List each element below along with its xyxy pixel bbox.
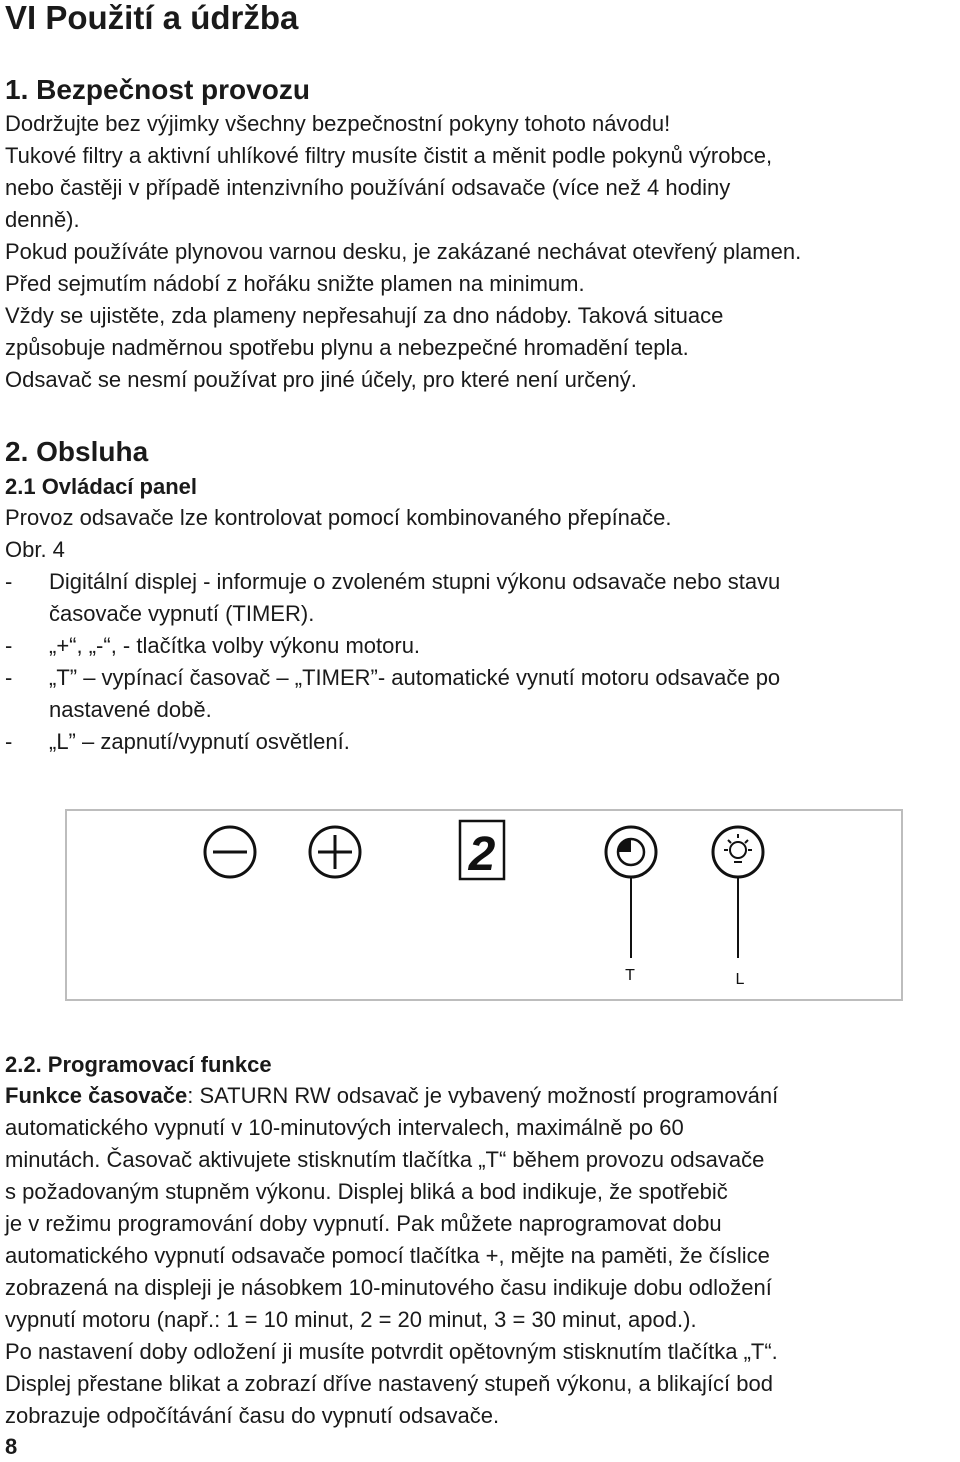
bullet-text: „T” – vypínací časovač – „TIMER”- automatické vynutí motoru odsavače po: [49, 665, 781, 690]
section-1-heading: 1. Bezpečnost provozu: [5, 74, 310, 105]
safety-line: nebo častěji v případě intenzivního používání odsavače (více než 4 hodiny: [5, 175, 731, 200]
programming-line: s požadovaným stupněm výkonu. Displej bliká a bod indikuje, že spotřebič: [5, 1179, 728, 1204]
safety-line: denně).: [5, 207, 80, 232]
safety-line: Před sejmutím nádobí z hořáku snižte plamen na minimum.: [5, 271, 585, 296]
programming-line: automatického vypnutí odsavače pomocí tlačítka +, mějte na paměti, že číslice: [5, 1243, 770, 1268]
programming-line: vypnutí motoru (např.: 1 = 10 minut, 2 = 20 minut, 3 = 30 minut, apod.).: [5, 1307, 697, 1332]
programming-line: automatického vypnutí v 10-minutových intervalech, maximálně po 60: [5, 1115, 684, 1140]
bullet-text: Digitální displej - informuje o zvoleném stupni výkonu odsavače nebo stavu: [49, 569, 781, 594]
safety-line: Pokud používáte plynovou varnou desku, je zakázané nechávat otevřený plamen.: [5, 239, 802, 264]
programming-line: zobrazená na displeji je násobkem 10-minutového času indikuje dobu odložení: [5, 1275, 772, 1300]
panel-intro: Provoz odsavače lze kontrolovat pomocí kombinovaného přepínače.: [5, 505, 672, 530]
bullet-marker: -: [5, 729, 13, 754]
control-panel-figure: [0, 770, 960, 1010]
programming-line: minutách. Časovač aktivujete stisknutím tlačítka „T“ během provozu odsavače: [5, 1147, 765, 1172]
page-number: 8: [5, 1434, 18, 1459]
programming-line: Displej přestane blikat a zobrazí dříve nastavený stupeň výkonu, a blikající bod: [5, 1371, 773, 1396]
figure-reference: Obr. 4: [5, 537, 65, 562]
bullet-text: „L” – zapnutí/vypnutí osvětlení.: [49, 729, 350, 754]
display-digit: 2: [468, 828, 496, 881]
bullet-text: nastavené době.: [49, 697, 212, 722]
safety-line: Tukové filtry a aktivní uhlíkové filtry musíte čistit a měnit podle pokynů výrobce,: [5, 143, 773, 168]
bullet-text: „+“, „-“, - tlačítka volby výkonu motoru.: [49, 633, 421, 658]
safety-line: Odsavač se nesmí používat pro jiné účely, pro které není určený.: [5, 367, 637, 392]
label-t: T: [625, 967, 635, 984]
programming-line: je v režimu programování doby vypnutí. Pak můžete naprogramovat dobu: [5, 1211, 722, 1236]
section-2-1-heading: 2.1 Ovládací panel: [5, 474, 197, 499]
timer-function-line: [5, 1080, 778, 1112]
bullet-marker: -: [5, 633, 13, 658]
safety-line: Dodržujte bez výjimky všechny bezpečnostní pokyny tohoto návodu!: [5, 111, 671, 136]
programming-line: zobrazuje odpočítávání času do vypnutí odsavače.: [5, 1403, 500, 1428]
timer-function-lead: Funkce časovače: [5, 1083, 188, 1108]
label-l: L: [735, 971, 745, 988]
section-2-2-heading: 2.2. Programovací funkce: [5, 1052, 272, 1077]
page-title: VI Použití a údržba: [5, 0, 299, 36]
safety-line: Vždy se ujistěte, zda plameny nepřesahují za dno nádoby. Taková situace: [5, 303, 724, 328]
safety-line: způsobuje nadměrnou spotřebu plynu a nebezpečné hromadění tepla.: [5, 335, 689, 360]
timer-function-text: : SATURN RW odsavač je vybavený možností programování: [187, 1083, 779, 1108]
bullet-marker: -: [5, 665, 13, 690]
programming-line: Po nastavení doby odložení ji musíte potvrdit opětovným stisknutím tlačítka „T“.: [5, 1339, 778, 1364]
bullet-text: časovače vypnutí (TIMER).: [49, 601, 315, 626]
bullet-marker: -: [5, 569, 13, 594]
section-2-heading: 2. Obsluha: [5, 436, 149, 467]
